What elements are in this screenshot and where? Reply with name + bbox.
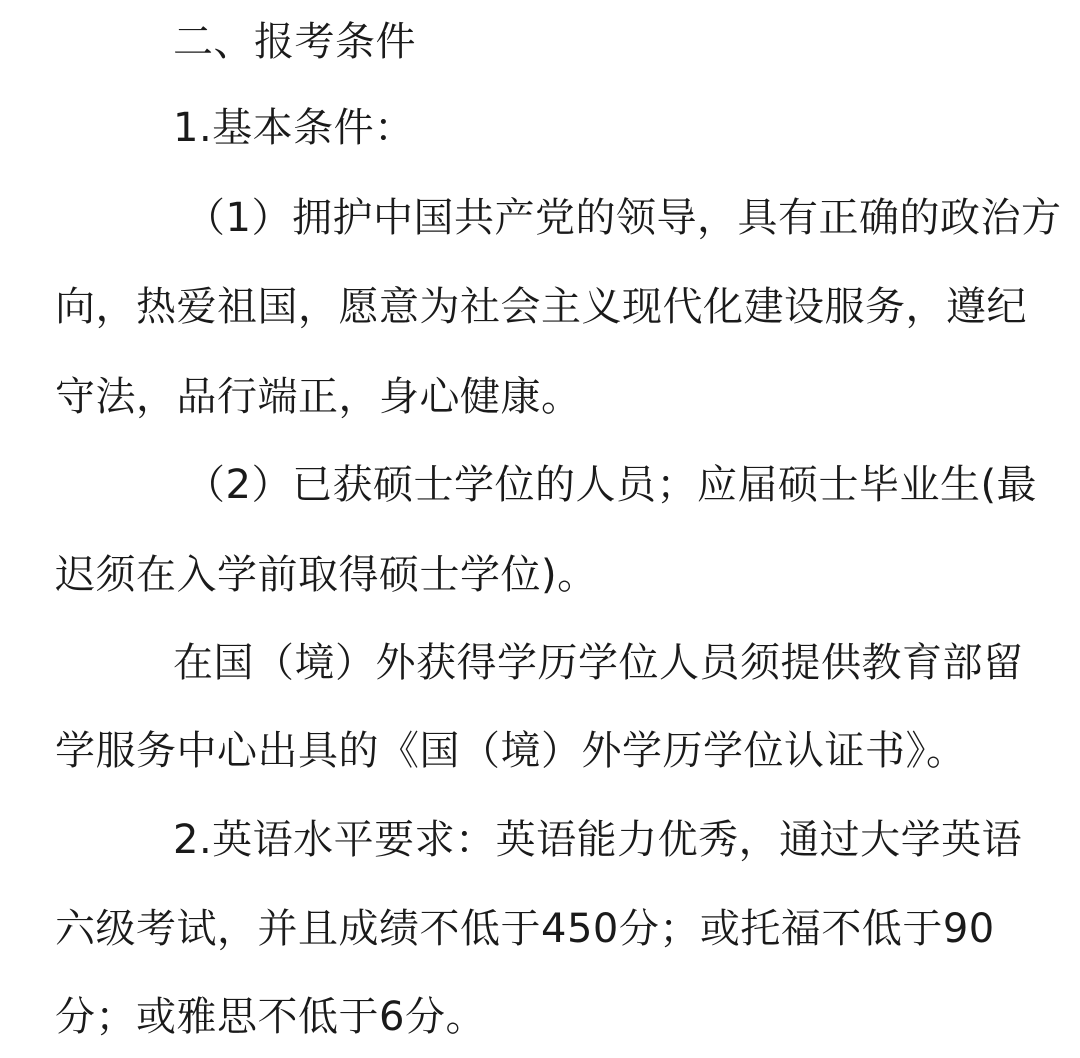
basic-conditions-heading: 1.基本条件： [173,105,415,151]
section-heading: 二、报考条件 [173,19,416,65]
condition-1-line-3: 守法，品行端正，身心健康。 [55,374,582,420]
condition-1-line-2: 向，热爱祖国，愿意为社会主义现代化建设服务，遵纪 [55,284,1027,330]
english-requirement-line-3: 分；或雅思不低于6分。 [55,994,486,1040]
overseas-note-line-2: 学服务中心出具的《国（境）外学历学位认证书》。 [55,728,967,774]
english-requirement-line-2: 六级考试，并且成绩不低于450分；或托福不低于90 [55,906,995,952]
overseas-note-line-1: 在国（境）外获得学历学位人员须提供教育部留 [173,640,1024,686]
english-requirement-line-1: 2.英语水平要求：英语能力优秀，通过大学英语 [173,817,1023,863]
condition-1-line-1: （1）拥护中国共产党的领导，具有正确的政治方 [185,195,1062,241]
condition-2-line-1: （2）已获硕士学位的人员；应届硕士毕业生(最 [185,462,1038,508]
condition-2-line-2: 迟须在入学前取得硕士学位)。 [55,552,598,598]
